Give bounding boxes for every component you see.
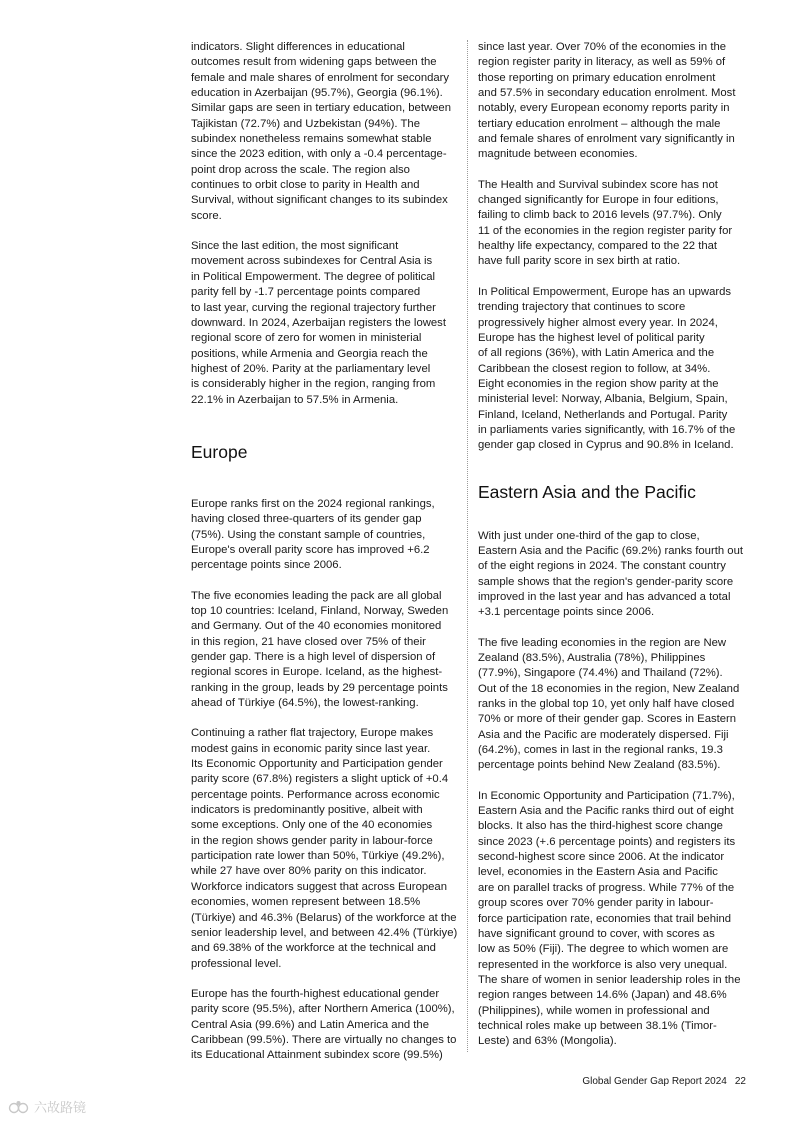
right-paragraph-4: With just under one-third of the gap to close, Eastern Asia and the Pacific (69.2%) ranks fourth out of the eight regions in 2024. The constant country sample shows that the region's gender-parity score improved in the last year and has advanced a total +3.1 percentage points since 2006.: [478, 529, 743, 619]
section-heading-europe: Europe: [191, 441, 248, 462]
report-title: Global Gender Gap Report 2024: [582, 1076, 727, 1087]
watermark-text: 六故路镜: [34, 1100, 87, 1115]
left-paragraph-6: Europe has the fourth-highest educational gender parity score (95.5%), after Northern America (100%), Central Asia (99.6%) and Latin America and the Caribbean (99.5%). There are virtually no changes to its Educational Attainment subindex score (99.5%): [191, 987, 457, 1062]
column-divider: [467, 40, 468, 1052]
left-paragraph-3: Europe ranks first on the 2024 regional rankings, having closed three-quarters of its gender gap (75%). Using the constant sample of countries, Europe's overall parity score has improved +6.2 percentage points since 2006.: [191, 497, 435, 572]
right-paragraph-6: In Economic Opportunity and Participation (71.7%), Eastern Asia and the Pacific ranks third out of eight blocks. It also has the third-highest score change since 2023 (+.6 percentage points) and registers its second-highest score since 2006. At the indicator level, economies in the Eastern Asia and Pacific are on parallel tracks of progress. While 77% of the group scores over 70% gender parity in labour- force participation rate, economies that trail behind have significant ground to cover, with scores as low as 50% (Fiji). The degree to which women are represented in the workforce is also very unequal. The share of women in senior leadership roles in the region ranges between 14.6% (Japan) and 48.6% (Philippines), while women in professional and technical roles make up between 38.1% (Timor- Leste) and 63% (Mongolia).: [478, 789, 741, 1048]
left-paragraph-1: indicators. Slight differences in educational outcomes result from widening gaps between the female and male shares of enrolment for secondary education in Azerbaijan (95.7%), Georgia (96.1%). Similar gaps are seen in tertiary education, between Tajikistan (72.7%) and Uzbekistan (94%). The subindex nonetheless remains somewhat stable since the 2023 edition, with only a -0.4 percentage- point drop across the scale. The region also continues to orbit close to parity in Health and Survival, without significant changes to its subindex score.: [191, 41, 451, 222]
right-paragraph-2: The Health and Survival subindex score has not changed significantly for Europe in four editions, failing to climb back to 2016 levels (97.7%). Only 11 of the economies in the region register parity for healthy life expectancy, compared to the 22 that have full parity score in sex birth at ratio.: [478, 178, 733, 268]
left-column: [191, 40, 459, 1079]
watermark-logo-icon: [8, 1100, 30, 1114]
section-heading-eastern-asia-pacific: Eastern Asia and the Pacific: [478, 481, 696, 502]
right-paragraph-5: The five leading economies in the region are New Zealand (83.5%), Australia (78%), Philippines (77.9%), Singapore (74.4%) and Thailand (72%). Out of the 18 economies in the region, New Zealand ranks in the global top 10, yet only half have closed 70% or more of their gender gap. Scores in Eastern Asia and the Pacific are moderately dispersed. Fiji (64.2%), comes in last in the regional ranks, 19.3 percentage points behind New Zealand (83.5%).: [478, 636, 740, 772]
right-column: [478, 40, 746, 1065]
left-paragraph-2: Since the last edition, the most significant movement across subindexes for Central Asia is in Political Empowerment. The degree of political parity fell by -1.7 percentage points compared to last year, curving the regional trajectory further downward. In 2024, Azerbaijan registers the lowest regional score of zero for women in ministerial positions, while Armenia and Georgia reach the highest of 20%. Parity at the parliamentary level is considerably higher in the region, ranging from 22.1% in Azerbaijan to 57.5% in Armenia.: [191, 240, 446, 406]
left-paragraph-5: Continuing a rather flat trajectory, Europe makes modest gains in economic parity since last year. Its Economic Opportunity and Participation gender parity score (67.8%) registers a slight uptick of +0.4 percentage points. Performance across economic indicators is predominantly positive, albeit with some exceptions. Only one of the 40 economies in the region shows gender parity in labour-force participation rate lower than 50%, Türkiye (49.2%), while 27 have over 80% parity on this indicator. Workforce indicators suggest that across European economies, women represent between 18.5% (Türkiye) and 46.3% (Belarus) of the workforce at the senior leadership level, and between 42.4% (Türkiye) and 69.38% of the workforce at the technical and professional level.: [191, 727, 458, 970]
page-footer: [582, 1076, 746, 1087]
right-paragraph-1: since last year. Over 70% of the economies in the region register parity in literacy, as well as 59% of those reporting on primary education enrolment and 57.5% in secondary education enrolment. Most notably, every European economy reports parity in tertiary education enrolment – although the male and female shares of enrolment vary significantly in magnitude between economies.: [478, 41, 736, 161]
left-paragraph-4: The five economies leading the pack are all global top 10 countries: Iceland, Finland, Norway, Sweden and Germany. Out of the 40 economies monitored in this region, 21 have closed over 75% of their gender gap. There is a high level of dispersion of regional scores in Europe. Iceland, as the highest- ranking in the group, leads by 29 percentage points ahead of Türkiye (64.5%), the lowest-ranking.: [191, 589, 449, 710]
page-number: 22: [734, 1076, 746, 1087]
right-paragraph-3: In Political Empowerment, Europe has an upwards trending trajectory that continues to score progressively higher almost every year. In 2024, Europe has the highest level of political parity of all regions (36%), with Latin America and the Caribbean the closest region to follow, at 34%. Eight economies in the region show parity at the ministerial level: Norway, Albania, Belgium, Spain, Finland, Iceland, Netherlands and Portugal. Parity in parliaments varies significantly, with 16.7% of the gender gap closed in Cyprus and 90.8% in Iceland.: [478, 285, 736, 452]
watermark: [8, 1097, 86, 1116]
